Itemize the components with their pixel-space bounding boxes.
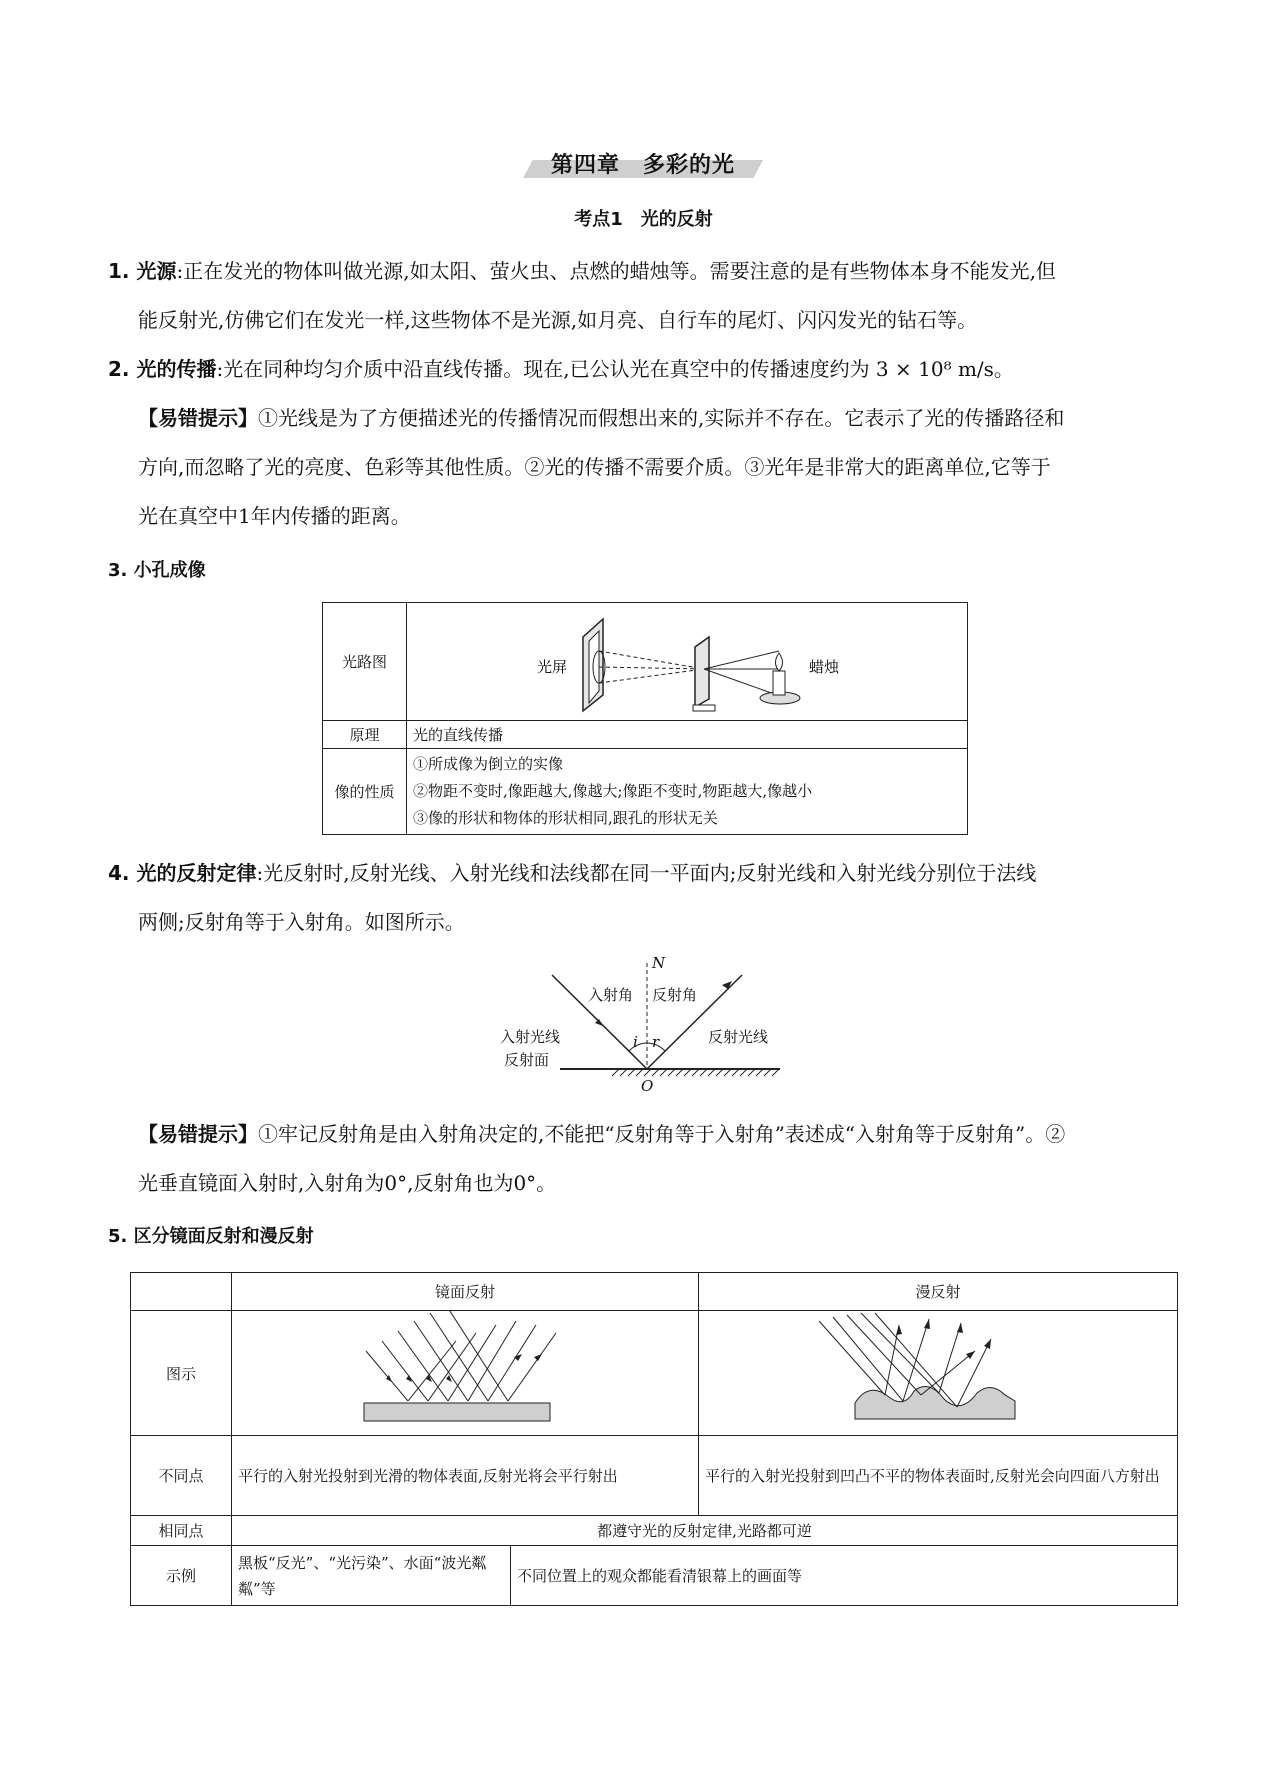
tip-text: ①光线是为了方便描述光的传播情况而假想出来的,实际并不存在。它表示了光的传播路径和: [258, 406, 1065, 430]
paragraph-light-source: [108, 247, 1188, 345]
pinhole-diagram: [407, 603, 967, 716]
chapter-title: [523, 148, 763, 178]
paragraph-text: :光反射时,反射光线、入射光线和法线都在同一平面内;反射光线和入射光线分别位于法线: [256, 861, 1037, 885]
col-header: 镜面反射: [232, 1273, 699, 1311]
example-specular: 黑板“反光”、“光污染”、水面“波光粼粼”等: [232, 1546, 511, 1606]
image-property: ②物距不变时,像距越大,像越大;像距不变时,物距越大,像越小: [413, 782, 813, 800]
paragraph-lead: 4. 光的反射定律: [108, 861, 257, 885]
screen-label: 光屏: [537, 658, 568, 676]
pinhole-table: [322, 602, 968, 835]
reflection-figure: [500, 955, 800, 1095]
heading-compare: 5. 区分镜面反射和漫反射: [108, 1226, 314, 1247]
paragraph-propagation: [108, 345, 1188, 394]
row-label: 原理: [323, 721, 407, 749]
image-property: ①所成像为倒立的实像: [413, 755, 564, 773]
reflect-ray-label: 反射光线: [708, 1028, 769, 1046]
tip-text: 光垂直镜面入射时,入射角为0°,反射角也为0°。: [138, 1171, 557, 1195]
row-label: 不同点: [131, 1436, 232, 1516]
example-diffuse: 不同位置上的观众都能看清银幕上的画面等: [511, 1546, 1178, 1606]
pinhole-diagram-cell: [407, 603, 968, 721]
diff-specular: 平行的入射光投射到光滑的物体表面,反射光将会平行射出: [232, 1436, 699, 1516]
diffuse-diagram-cell: [699, 1311, 1178, 1436]
heading-pinhole: 3. 小孔成像: [108, 560, 206, 581]
angle-i-label: i: [633, 1033, 638, 1051]
paragraph-lead: 1. 光源: [108, 259, 177, 283]
row-label: 像的性质: [323, 749, 407, 835]
reflect-angle-label: 反射角: [652, 986, 698, 1004]
candle-label: 蜡烛: [809, 658, 840, 676]
tip-text: ①牢记反射角是由入射角决定的,不能把“反射角等于入射角”表述成“入射角等于反射角”。②: [258, 1122, 1066, 1146]
tip-box-2: [108, 1110, 1188, 1208]
tip-lead: 【易错提示】: [138, 406, 258, 430]
point-o-label: O: [641, 1077, 654, 1095]
paragraph-reflection-law: [108, 849, 1188, 947]
row-value: 光的直线传播: [407, 721, 968, 749]
chapter-title-text: 第四章 多彩的光: [550, 153, 735, 178]
specular-diagram-cell: [232, 1311, 699, 1436]
incident-ray-label: 入射光线: [500, 1028, 561, 1046]
row-label: 相同点: [131, 1516, 232, 1546]
topic-title: 考点1 光的反射: [574, 209, 713, 230]
same-value: 都遵守光的反射定律,光路都可逆: [232, 1516, 1178, 1546]
tip-lead: 【易错提示】: [138, 1122, 258, 1146]
diff-diffuse: 平行的入射光投射到凹凸不平的物体表面时,反射光会向四面八方射出: [699, 1436, 1178, 1516]
paragraph-text: 两侧;反射角等于入射角。如图所示。: [138, 910, 465, 934]
row-label: 图示: [131, 1311, 232, 1436]
row-label: 光路图: [323, 603, 407, 721]
image-property: ③像的形状和物体的形状相同,跟孔的形状无关: [413, 809, 718, 827]
specular-diagram: [232, 1311, 678, 1431]
surface-label: 反射面: [504, 1051, 550, 1069]
diffuse-diagram: [699, 1311, 1165, 1431]
row-value: [407, 749, 968, 835]
tip-text: 方向,而忽略了光的亮度、色彩等其他性质。②光的传播不需要介质。③光年是非常大的距离单位,它等于: [138, 455, 1051, 479]
row-label: 示例: [131, 1546, 232, 1606]
paragraph-lead: 2. 光的传播: [108, 357, 217, 381]
col-header: 漫反射: [699, 1273, 1178, 1311]
angle-r-label: r: [652, 1033, 660, 1051]
tip-box-1: [108, 394, 1188, 541]
paragraph-text: 能反射光,仿佛它们在发光一样,这些物体不是光源,如月亮、自行车的尾灯、闪闪发光的钻石等。: [138, 308, 978, 332]
normal-label: N: [652, 955, 666, 972]
tip-text: 光在真空中1年内传播的距离。: [138, 504, 411, 528]
paragraph-text: :光在同种均匀介质中沿直线传播。现在,已公认光在真空中的传播速度约为 3 × 10⁸ m/s。: [216, 357, 1014, 381]
corner-cell: [131, 1273, 232, 1311]
paragraph-text: :正在发光的物体叫做光源,如太阳、萤火虫、点燃的蜡烛等。需要注意的是有些物体本身不能发光,但: [176, 259, 1056, 283]
incident-angle-label: 入射角: [588, 986, 634, 1004]
compare-table: [130, 1272, 1178, 1606]
